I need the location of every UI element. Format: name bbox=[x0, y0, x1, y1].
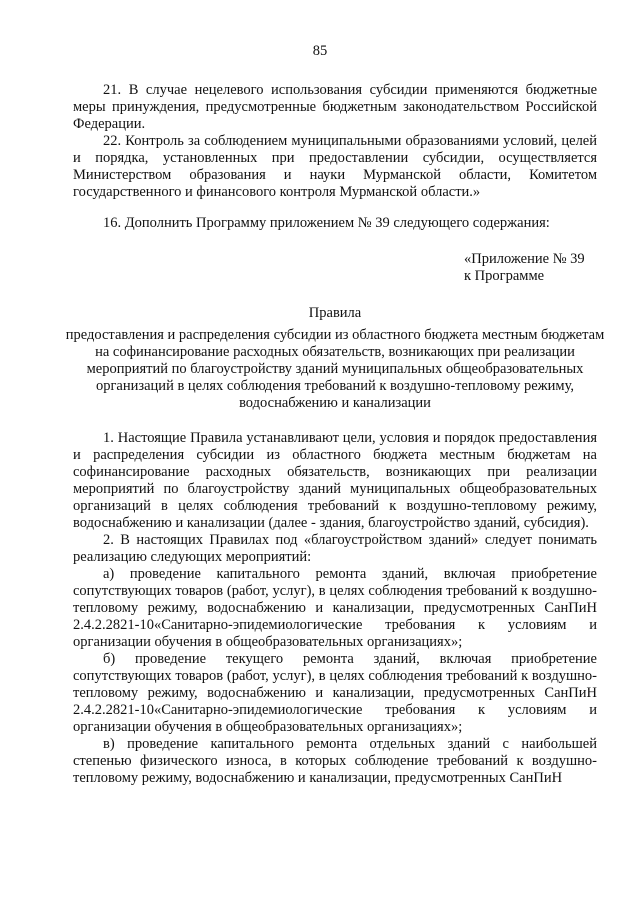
amendment-paragraph bbox=[73, 215, 597, 232]
paragraph-21: 21. В случае нецелевого использования субсидии применяются бюджетные меры принуждения, предусмотренные бюджетным законодательством Российской Федерации. bbox=[73, 82, 597, 132]
appendix-line-1: «Приложение № 39 bbox=[464, 251, 585, 267]
rules-title-main: Правила bbox=[308, 305, 362, 321]
rule-2: 2. В настоящих Правилах под «благоустройством зданий» следует понимать реализацию следующих мероприятий: bbox=[73, 532, 597, 565]
rule-1: 1. Настоящие Правила устанавливают цели, условия и порядок предоставления и распределения субсидии из областного бюджета местным бюджетам на софинансирование расходных обязательств, возникающих при реализации мероприятий по благоустройству зданий муниципальных общеобразовательных организаций в целях соблюдения требований к воздушно-тепловому режиму, водоснабжению и канализации (далее - здания, благоустройство зданий, субсидия). bbox=[73, 430, 597, 531]
rules-title bbox=[60, 305, 610, 412]
closing-paragraphs bbox=[73, 82, 597, 201]
rules-title-subtitle: предоставления и распределения субсидии из областного бюджета местным бюджетам на софинансирование расходных обязательств, возникающих при реализации мероприятий по благоустройству зданий муниципальных общеобразовательных организаций в целях соблюдения требований к воздушно-тепловому режиму, водоснабжению и канализации bbox=[65, 327, 605, 411]
paragraph-22: 22. Контроль за соблюдением муниципальными образованиями условий, целей и порядка, установленных при предоставлении субсидии, осуществляется Министерством образования и науки Мурманской области, Комитетом государственного и финансового контроля Мурманской области.» bbox=[73, 133, 597, 200]
paragraph-16: 16. Дополнить Программу приложением № 39 следующего содержания: bbox=[103, 215, 550, 231]
rules-body bbox=[73, 430, 597, 787]
appendix-reference bbox=[464, 251, 585, 285]
rule-2c: в) проведение капитального ремонта отдельных зданий с наибольшей степенью физического износа, в которых соблюдение требований к воздушно-тепловому режиму, водоснабжению и канализации, предусмотренных СанПиН bbox=[73, 736, 597, 786]
appendix-line-2: к Программе bbox=[464, 268, 545, 284]
page-number: 85 bbox=[312, 43, 328, 59]
rule-2b: б) проведение текущего ремонта зданий, включая приобретение сопутствующих товаров (работ, услуг), в целях соблюдения требований к воздушно-тепловому режиму, водоснабжению и канализации, предусмотренных СанПиН 2.4.2.2821-10«Санитарно-эпидемиологические требования к условиям и организации обучения в общеобразовательных организациях»; bbox=[73, 651, 597, 735]
rule-2a: а) проведение капитального ремонта зданий, включая приобретение сопутствующих товаров (работ, услуг), в целях соблюдения требований к воздушно-тепловому режиму, водоснабжению и канализации, предусмотренных СанПиН 2.4.2.2821-10«Санитарно-эпидемиологические требования к условиям и организации обучения в общеобразовательных организациях»; bbox=[73, 566, 597, 650]
